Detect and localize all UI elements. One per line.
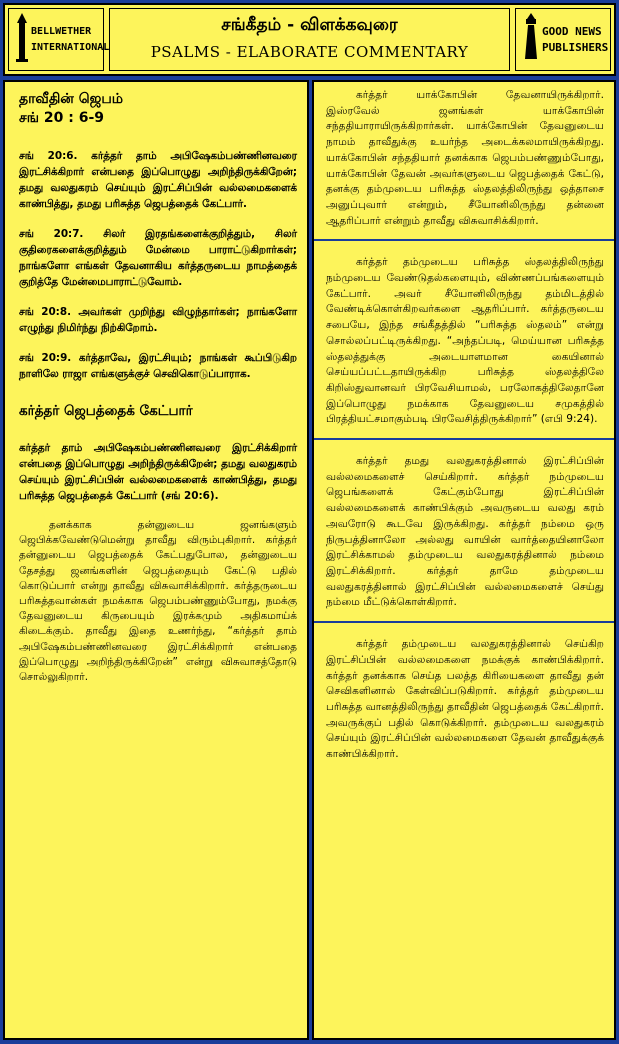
divider <box>314 438 614 440</box>
commentary-paragraph: தனக்காக தன்னுடைய ஜனங்களும் ஜெபிக்கவேண்டுமென்று தாவீது விரும்புகிறார். கர்த்தர் தன்னுடைய ஜெபத்தைக் கேட்பதுபோல, தன்னுடைய தேசத்து ஜனங்களின் ஜெபத்தையும் கேட்டு பதில் கொடுப்பார் என்று தாவீது விசுவாசிக்கிறார். கர்த்தருடைய பரிசுத்தவான்கள் நமக்காக ஜெபம்பண்ணும்போது, நமக்கு தேவனுடைய கிருபையும் இரக்கமும் அதிகமாய்க் கிடைக்கும். தாவீது இதை உணர்ந்து, “கர்த்தர் தாம் அபிஷேகம்பண்ணினவரை இரட்சிக்கிறார் என்பதை இப்பொழுது அறிந்திருக்கிறேன்” என்று விசுவாசத்தோடு சொல்லுகிறார். <box>19 519 297 684</box>
verse-6: சங் 20:6. கர்த்தர் தாம் அபிஷேகம்பண்ணினவரை இரட்சிக்கிறார் என்பதை இப்பொழுது அறிந்திருக்கிறேன்; தமது வலதுகரம் செய்யும் இரட்சிப்பின் வல்லமைகளைக் காண்பித்து, தமது பரிசுத்த ஜெபத்தைக் கேட்பார். <box>19 150 297 210</box>
tower-icon <box>9 9 103 70</box>
divider <box>314 239 614 241</box>
scripture-reference: சங் 20 : 6-9 <box>19 110 105 126</box>
left-column <box>3 80 309 1040</box>
divider <box>314 621 614 623</box>
subsection-verse: கர்த்தர் தாம் அபிஷேகம்பண்ணினவரை இரட்சிக்கிறார் என்பதை இப்பொழுது அறிந்திருக்கிறேன்; தமது வலதுகரம் செய்யும் இரட்சிப்பின் வல்லமைகளைக் காண்பித்து, தமது பரிசுத்த ஜெபத்தைக் கேட்பார் (சங் 20:6). <box>19 442 297 502</box>
subsection-title: கர்த்தர் ஜெபத்தைக் கேட்பார் <box>19 403 193 419</box>
verse-9: சங் 20:9. கர்த்தாவே, இரட்சியும்; நாங்கள் கூப்பிடுகிற நாளிலே ராஜா எங்களுக்குச் செவிகொடுப்பாராக. <box>19 352 297 380</box>
bellwether-logo-line-2: INTERNATIONAL <box>31 42 110 53</box>
commentary-paragraph-3: கர்த்தர் தமது வலதுகரத்தினால் இரட்சிப்பின் வல்லமைகளைச் செய்கிறார். கர்த்தர் நம்முடைய ஜெபங்களைக் கேட்கும்போது இரட்சிப்பின் வல்லமைகளைக் காண்பிக்கும் அவருடைய வலது கரம் அவரோடு கூடவே இருக்கிறது. கர்த்தர் நம்மை ஒரு நிருபத்தினாலோ அல்லது வாயின் வார்த்தையினாலோ இரட்சிக்காமல் தம்முடைய வலதுகரத்தினால் நம்மை இரட்சிக்கிறார். கர்த்தர் தாமே தம்முடைய வலதுகரத்தினால் இரட்சிப்பின் வல்லமைகளைச் செய்து நம்மை மீட்டுக்கொள்கிறார். <box>326 455 604 609</box>
bellwether-logo-line-1: BELLWETHER <box>31 26 92 37</box>
page-title-tamil: சங்கீதம் - விளக்கவுரை <box>221 15 398 35</box>
good-news-logo <box>515 8 611 71</box>
verse-8: சங் 20:8. அவர்கள் முறிந்து விழுந்தார்கள்; நாங்களோ எழுந்து நிமிர்ந்து நிற்கிறோம். <box>19 306 297 334</box>
bellwether-logo <box>8 8 110 71</box>
good-news-logo-line-2: PUBLISHERS <box>542 41 609 54</box>
commentary-paragraph-2: கர்த்தர் தம்முடைய பரிசுத்த ஸ்தலத்திலிருந்து நம்முடைய வேண்டுதல்களையும், விண்ணப்பங்களையும் கேட்பார். அவர் சீயோனிலிருந்து தம்மிடத்தில் வேண்டிக்கொள்கிறவர்களை ஆதரிப்பார். கர்த்தருடைய சபையே, இந்த சங்கீதத்தில் “பரிசுத்த ஸ்தலம்” என்று சொல்லப்பட்டிருக்கிறது. “அந்தப்படி, மெய்யான பரிசுத்த ஸ்தலத்துக்கு அடையாளமான கையினால் செய்யப்பட்டதாயிருக்கிற பரிசுத்த ஸ்தலத்திலே கிறிஸ்துவானவர் பிரவேசியாமல், பரலோகத்திலேதானே இப்பொழுது நமக்காக தேவனுடைய சமுகத்தில் பிரத்தியட்சமாகும்படி பிரவேசித்திருக்கிறார்” (எபி 9:24). <box>326 256 604 426</box>
commentary-paragraph-1: கர்த்தர் யாக்கோபின் தேவனாயிருக்கிறார். இஸ்ரவேல் ஜனங்கள் யாக்கோபின் சந்ததியாராயிருக்கிறார்கள். யாக்கோபின் தேவனுடைய நாமம் தாவீதுக்கு உயர்ந்த அடைக்கலமாயிருக்கிறது. யாக்கோபின் சந்ததியார் தனக்காக ஜெபம்பண்ணும்போது, யாக்கோபின் தேவன் அவர்களுடைய ஜெபத்தைக் கேட்டு, தனக்கு தம்முடைய பரிசுத்த ஸ்தலத்திலிருந்து ஒத்தாசை அனுப்புவார் என்றும், சீயோனிலிருந்து தன்னை ஆதரிப்பார் என்றும் தாவீது விசுவாசிக்கிறார். <box>326 89 604 227</box>
page-title-english: PSALMS - ELABORATE COMMENTARY <box>150 43 469 61</box>
header <box>3 3 616 76</box>
title-box <box>109 8 510 71</box>
lighthouse-icon <box>516 9 610 70</box>
verse-7: சங் 20:7. சிலர் இரதங்களைக்குறித்தும், சிலர் குதிரைகளைக்குறித்தும் மேன்மை பாராட்டுகிறார்கள்; நாங்களோ எங்கள் தேவனாகிய கர்த்தருடைய நாமத்தைக் குறித்தே மேன்மைபாராட்டுவோம். <box>19 228 297 288</box>
section-heading: தாவீதின் ஜெபம் <box>19 91 124 107</box>
commentary-paragraph-4: கர்த்தர் தம்முடைய வலதுகரத்தினால் செய்கிற இரட்சிப்பின் வல்லமைகளை நமக்குக் காண்பிக்கிறார். கர்த்தர் தனக்காக செய்த பலத்த கிரியைகளை தாவீது தன் செவிகளினால் கேள்விப்படுகிறார். கர்த்தர் தம்முடைய பரிசுத்த வானத்திலிருந்து தாவீதின் ஜெபத்தைக் கேட்கிறார். அவருக்குப் பதில் கொடுக்கிறார். தம்முடைய வலதுகரம் செய்யும் இரட்சிப்பின் வல்லமைகளை தேவன் தாவீதுக்குக் காண்பிக்கிறார். <box>326 638 604 761</box>
good-news-logo-line-1: GOOD NEWS <box>542 25 602 38</box>
right-column <box>312 80 616 1040</box>
